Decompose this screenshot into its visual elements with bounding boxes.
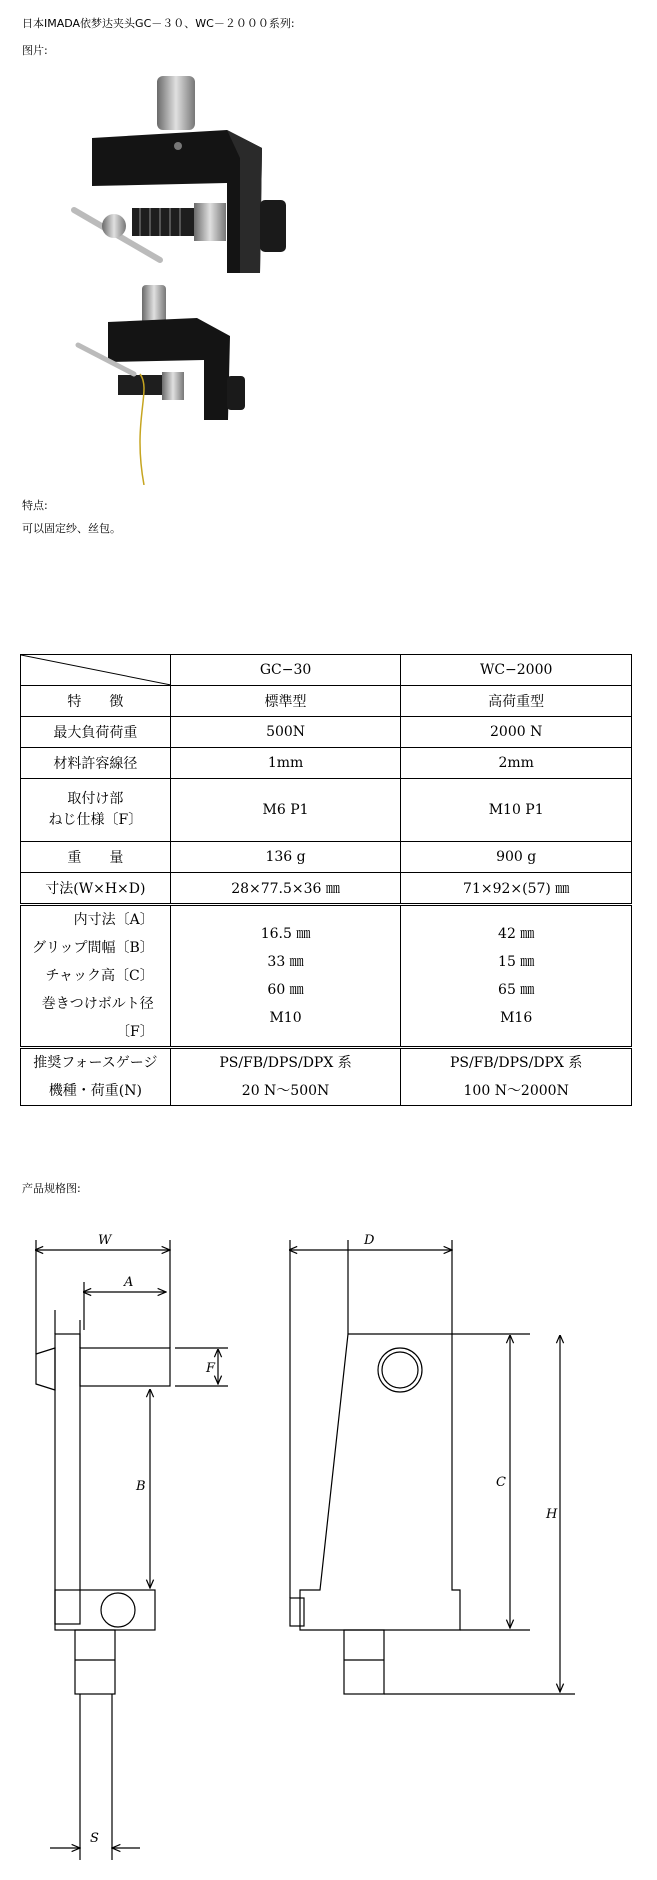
row-label: 最大負荷荷重	[21, 717, 171, 748]
gauge-value: 100 N～2000N	[463, 1083, 569, 1099]
row-label	[21, 779, 171, 842]
cell: 500N	[170, 717, 401, 748]
gauge-label: 機種・荷重(N)	[48, 1083, 142, 1099]
cell: 2000 N	[401, 717, 632, 748]
row-label: 材料許容線径	[21, 748, 171, 779]
cell: 高荷重型	[401, 686, 632, 717]
dim-f: F	[206, 1361, 216, 1376]
col-wc2000: WC−2000	[401, 655, 632, 686]
dim-w: W	[98, 1233, 112, 1248]
dim-value: M10	[269, 1010, 302, 1026]
features-label: 特点:	[22, 499, 48, 512]
dim-d: D	[364, 1233, 375, 1248]
page-title: 日本IMADA依梦达夹头GC－３０、WC－２０００系列:	[22, 17, 295, 30]
dim-c: C	[496, 1475, 506, 1490]
images-label: 图片:	[22, 44, 48, 57]
cell: M10 P1	[401, 779, 632, 842]
gauge-value: PS/FB/DPS/DPX 系	[449, 1055, 583, 1071]
features-text: 可以固定纱、丝包。	[22, 522, 121, 535]
product-photo-1	[22, 68, 352, 273]
drawing-label: 产品规格图:	[22, 1182, 81, 1195]
dims-labels	[21, 905, 171, 1048]
dim-value: 16.5 ㎜	[260, 926, 311, 942]
dim-value: 60 ㎜	[267, 982, 304, 998]
cell: 28×77.5×36 ㎜	[170, 873, 401, 905]
cell: 136 g	[170, 842, 401, 873]
cell: 1mm	[170, 748, 401, 779]
row-label-line: ねじ仕様〔F〕	[48, 812, 143, 828]
cell: 標準型	[170, 686, 401, 717]
gauge-label: 推奨フォースゲージ	[33, 1055, 158, 1071]
dim-value: 65 ㎜	[498, 982, 535, 998]
gauge-value: 20 N～500N	[241, 1083, 330, 1099]
row-label-line: 取付け部	[67, 791, 124, 807]
dim-value: 15 ㎜	[498, 954, 535, 970]
gauge-wc2000	[401, 1048, 632, 1106]
cell: M6 P1	[170, 779, 401, 842]
dims-wc2000	[401, 905, 632, 1048]
spec-table	[20, 654, 632, 1106]
dim-label: 巻きつけボルト径〔F〕	[41, 996, 154, 1040]
dim-value: 33 ㎜	[267, 954, 304, 970]
row-label: 特 徴	[21, 686, 171, 717]
table-corner	[21, 655, 171, 686]
dim-value: M16	[500, 1010, 533, 1026]
cell: 2mm	[401, 748, 632, 779]
product-photo-2	[22, 280, 352, 485]
cell: 900 g	[401, 842, 632, 873]
dims-gc30	[170, 905, 401, 1048]
gauge-value: PS/FB/DPS/DPX 系	[219, 1055, 352, 1071]
row-label: 重 量	[21, 842, 171, 873]
spec-drawing	[0, 1200, 657, 1880]
dim-b: B	[136, 1479, 146, 1494]
dim-label: チャック高〔C〕	[45, 968, 154, 984]
gauge-labels	[21, 1048, 171, 1106]
col-gc30: GC−30	[170, 655, 401, 686]
gauge-gc30	[170, 1048, 401, 1106]
cell: 71×92×(57) ㎜	[401, 873, 632, 905]
dim-s: S	[90, 1831, 99, 1846]
dim-label: 内寸法〔A〕	[73, 912, 154, 928]
dim-value: 42 ㎜	[498, 926, 535, 942]
dim-label: グリップ間幅〔B〕	[32, 940, 154, 956]
row-label: 寸法(W×H×D)	[21, 873, 171, 905]
dim-h: H	[546, 1507, 558, 1522]
dim-a: A	[124, 1275, 134, 1290]
